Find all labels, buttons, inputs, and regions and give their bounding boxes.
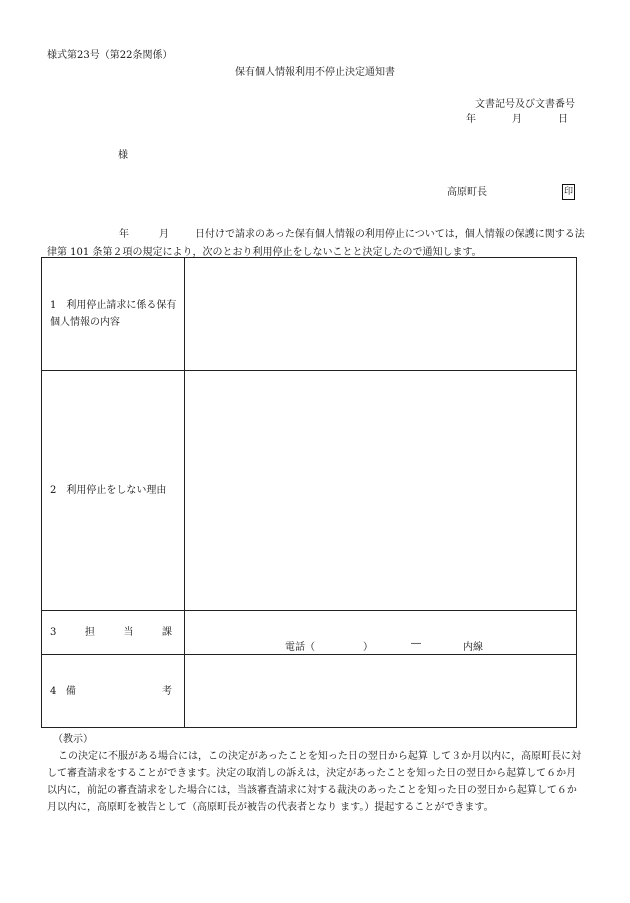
remarks-label	[42, 655, 185, 728]
department-char-a: 担	[84, 627, 95, 638]
phone-label: 電話（	[285, 642, 315, 653]
addressee-suffix: 様	[118, 150, 128, 161]
phone-dash: ―	[411, 638, 421, 649]
table-row	[42, 611, 577, 655]
table-row	[42, 258, 577, 371]
department-char-c: 課	[161, 627, 172, 638]
department-field[interactable]	[185, 611, 577, 655]
content-label: 1 利用停止請求に係る保有個人情報の内容	[42, 258, 185, 371]
seal-mark: 印	[562, 184, 575, 200]
department-num: 3	[50, 627, 57, 638]
department-char-b: 当	[123, 627, 134, 638]
date-month: 月	[512, 114, 522, 125]
remarks-num: 4	[50, 685, 57, 697]
date-year: 年	[466, 114, 476, 125]
document-number-label: 文書記号及び文書番号	[475, 99, 575, 110]
remarks-char-a: 備	[65, 685, 76, 697]
reason-label: 2 利用停止をしない理由	[42, 371, 185, 611]
notice-text: この決定に不服がある場合には，この決定があったことを知った日の翌日から起算 して３か月以内に，高原町長に対して審査請求をすることができます。決定の取消しの訴えは，決定があったことを知った日の翌日から起算して６か月以内に，前記の審査請求をした場合には，当該審査請求に対する裁決のあったことを知った日の翌日から起算して６か月以内に，高原町を被告として（高原町長が被告の代表者となり ます。）提起することができます。	[47, 751, 582, 813]
notice-heading: （教示）	[53, 734, 93, 745]
phone-close: ）	[363, 642, 373, 653]
remarks-char-b: 考	[162, 685, 172, 697]
issue-date	[466, 113, 568, 126]
content-field[interactable]	[185, 258, 577, 371]
decision-table	[41, 257, 577, 728]
table-row	[42, 371, 577, 611]
reason-field[interactable]	[185, 371, 577, 611]
issuer-name: 高原町長	[447, 187, 487, 198]
intro-year: 年	[119, 229, 129, 240]
document-title: 保有個人情報利用不停止決定通知書	[235, 67, 395, 78]
form-number: 様式第23号（第22条関係）	[47, 50, 173, 61]
intro-text: 日付けで請求のあった保有個人情報の利用停止については，個人情報の保護に関する法律第 101 条第２項の規定により，次のとおり利用停止をしないことと決定したので通知します。	[47, 229, 585, 258]
intro-month: 月	[159, 229, 169, 240]
department-label	[42, 611, 185, 655]
remarks-field[interactable]	[185, 655, 577, 728]
table-row	[42, 655, 577, 728]
extension-label: 内線	[463, 642, 483, 653]
date-day: 日	[558, 114, 568, 125]
